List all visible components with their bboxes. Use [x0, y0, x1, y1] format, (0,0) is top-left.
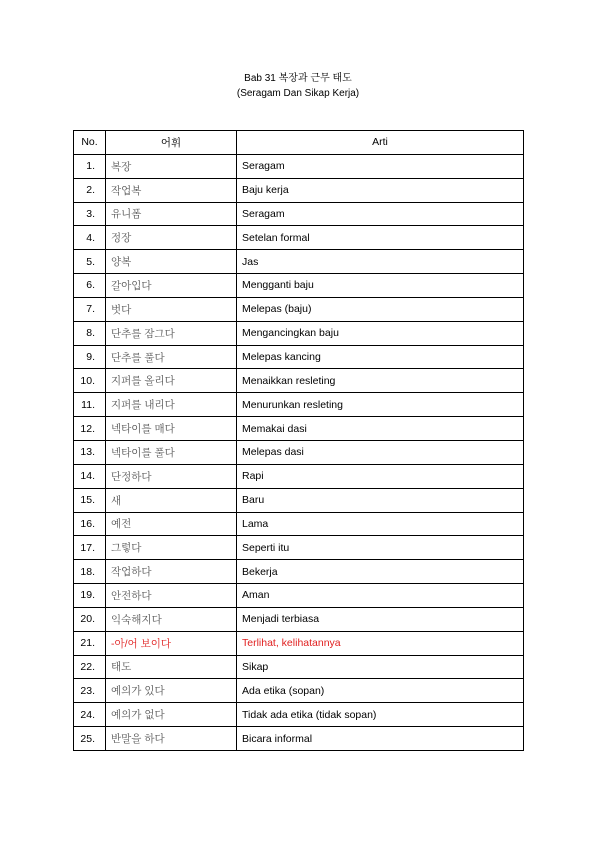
vocabulary-table [73, 130, 524, 751]
translation: Mengancingkan baju [237, 321, 524, 345]
row-number: 21. [74, 631, 106, 655]
page-title: Bab 31 복장과 근무 태도 [244, 73, 352, 84]
korean-word: 예의가 있다 [106, 679, 237, 703]
table-row [74, 727, 524, 751]
korean-word: 벗다 [106, 297, 237, 321]
row-number: 12. [74, 417, 106, 441]
table-row [74, 345, 524, 369]
header-no: No. [74, 131, 106, 155]
table-row [74, 274, 524, 298]
translation: Melepas dasi [237, 440, 524, 464]
table-row [74, 703, 524, 727]
translation: Baju kerja [237, 178, 524, 202]
row-number: 14. [74, 464, 106, 488]
translation: Bicara informal [237, 727, 524, 751]
translation: Aman [237, 584, 524, 608]
korean-word: 단추를 잠그다 [106, 321, 237, 345]
korean-word: 양복 [106, 250, 237, 274]
korean-word: 단추를 풀다 [106, 345, 237, 369]
table-row [74, 250, 524, 274]
korean-word: 정장 [106, 226, 237, 250]
row-number: 24. [74, 703, 106, 727]
row-number: 4. [74, 226, 106, 250]
table-row [74, 417, 524, 441]
table-row [74, 560, 524, 584]
row-number: 2. [74, 178, 106, 202]
table-row [74, 631, 524, 655]
row-number: 18. [74, 560, 106, 584]
table-row [74, 679, 524, 703]
korean-word: 예의가 없다 [106, 703, 237, 727]
translation: Memakai dasi [237, 417, 524, 441]
row-number: 22. [74, 655, 106, 679]
translation: Jas [237, 250, 524, 274]
translation: Melepas kancing [237, 345, 524, 369]
translation: Lama [237, 512, 524, 536]
korean-word: 복장 [106, 154, 237, 178]
korean-word: 태도 [106, 655, 237, 679]
table-row [74, 607, 524, 631]
table-row [74, 488, 524, 512]
table-row [74, 154, 524, 178]
row-number: 15. [74, 488, 106, 512]
table-row [74, 464, 524, 488]
row-number: 7. [74, 297, 106, 321]
translation: Seragam [237, 202, 524, 226]
korean-word: 넥타이를 풀다 [106, 440, 237, 464]
korean-word: 넥타이를 매다 [106, 417, 237, 441]
korean-word: 단정하다 [106, 464, 237, 488]
translation: Menurunkan resleting [237, 393, 524, 417]
translation: Mengganti baju [237, 274, 524, 298]
korean-word: 반말을 하다 [106, 727, 237, 751]
row-number: 11. [74, 393, 106, 417]
translation: Bekerja [237, 560, 524, 584]
korean-word: 유니폼 [106, 202, 237, 226]
row-number: 25. [74, 727, 106, 751]
row-number: 6. [74, 274, 106, 298]
translation: Sikap [237, 655, 524, 679]
header-word: 어휘 [106, 131, 237, 155]
korean-word: 작업하다 [106, 560, 237, 584]
korean-word: 작업복 [106, 178, 237, 202]
row-number: 3. [74, 202, 106, 226]
translation: Terlihat, kelihatannya [237, 631, 524, 655]
translation: Seragam [237, 154, 524, 178]
row-number: 13. [74, 440, 106, 464]
translation: Menjadi terbiasa [237, 607, 524, 631]
page-subtitle: (Seragam Dan Sikap Kerja) [236, 88, 360, 99]
korean-word: 지퍼를 올리다 [106, 369, 237, 393]
row-number: 17. [74, 536, 106, 560]
table-row [74, 202, 524, 226]
row-number: 1. [74, 154, 106, 178]
table-row [74, 440, 524, 464]
table-row [74, 178, 524, 202]
korean-word: 새 [106, 488, 237, 512]
row-number: 23. [74, 679, 106, 703]
translation: Rapi [237, 464, 524, 488]
header-arti: Arti [237, 131, 524, 155]
table-row [74, 584, 524, 608]
table-row [74, 393, 524, 417]
korean-word: 갈아입다 [106, 274, 237, 298]
table-header-row [74, 131, 524, 155]
korean-word: 예전 [106, 512, 237, 536]
translation: Tidak ada etika (tidak sopan) [237, 703, 524, 727]
row-number: 19. [74, 584, 106, 608]
table-row [74, 512, 524, 536]
row-number: 20. [74, 607, 106, 631]
row-number: 5. [74, 250, 106, 274]
translation: Seperti itu [237, 536, 524, 560]
translation: Setelan formal [237, 226, 524, 250]
row-number: 8. [74, 321, 106, 345]
table-row [74, 536, 524, 560]
table-row [74, 321, 524, 345]
row-number: 10. [74, 369, 106, 393]
korean-word: -아/어 보이다 [106, 631, 237, 655]
row-number: 9. [74, 345, 106, 369]
translation: Melepas (baju) [237, 297, 524, 321]
table-row [74, 297, 524, 321]
korean-word: 안전하다 [106, 584, 237, 608]
table-row [74, 226, 524, 250]
table-row [74, 369, 524, 393]
korean-word: 익숙해지다 [106, 607, 237, 631]
translation: Menaikkan resleting [237, 369, 524, 393]
translation: Ada etika (sopan) [237, 679, 524, 703]
table-row [74, 655, 524, 679]
korean-word: 그렇다 [106, 536, 237, 560]
row-number: 16. [74, 512, 106, 536]
korean-word: 지퍼를 내리다 [106, 393, 237, 417]
translation: Baru [237, 488, 524, 512]
